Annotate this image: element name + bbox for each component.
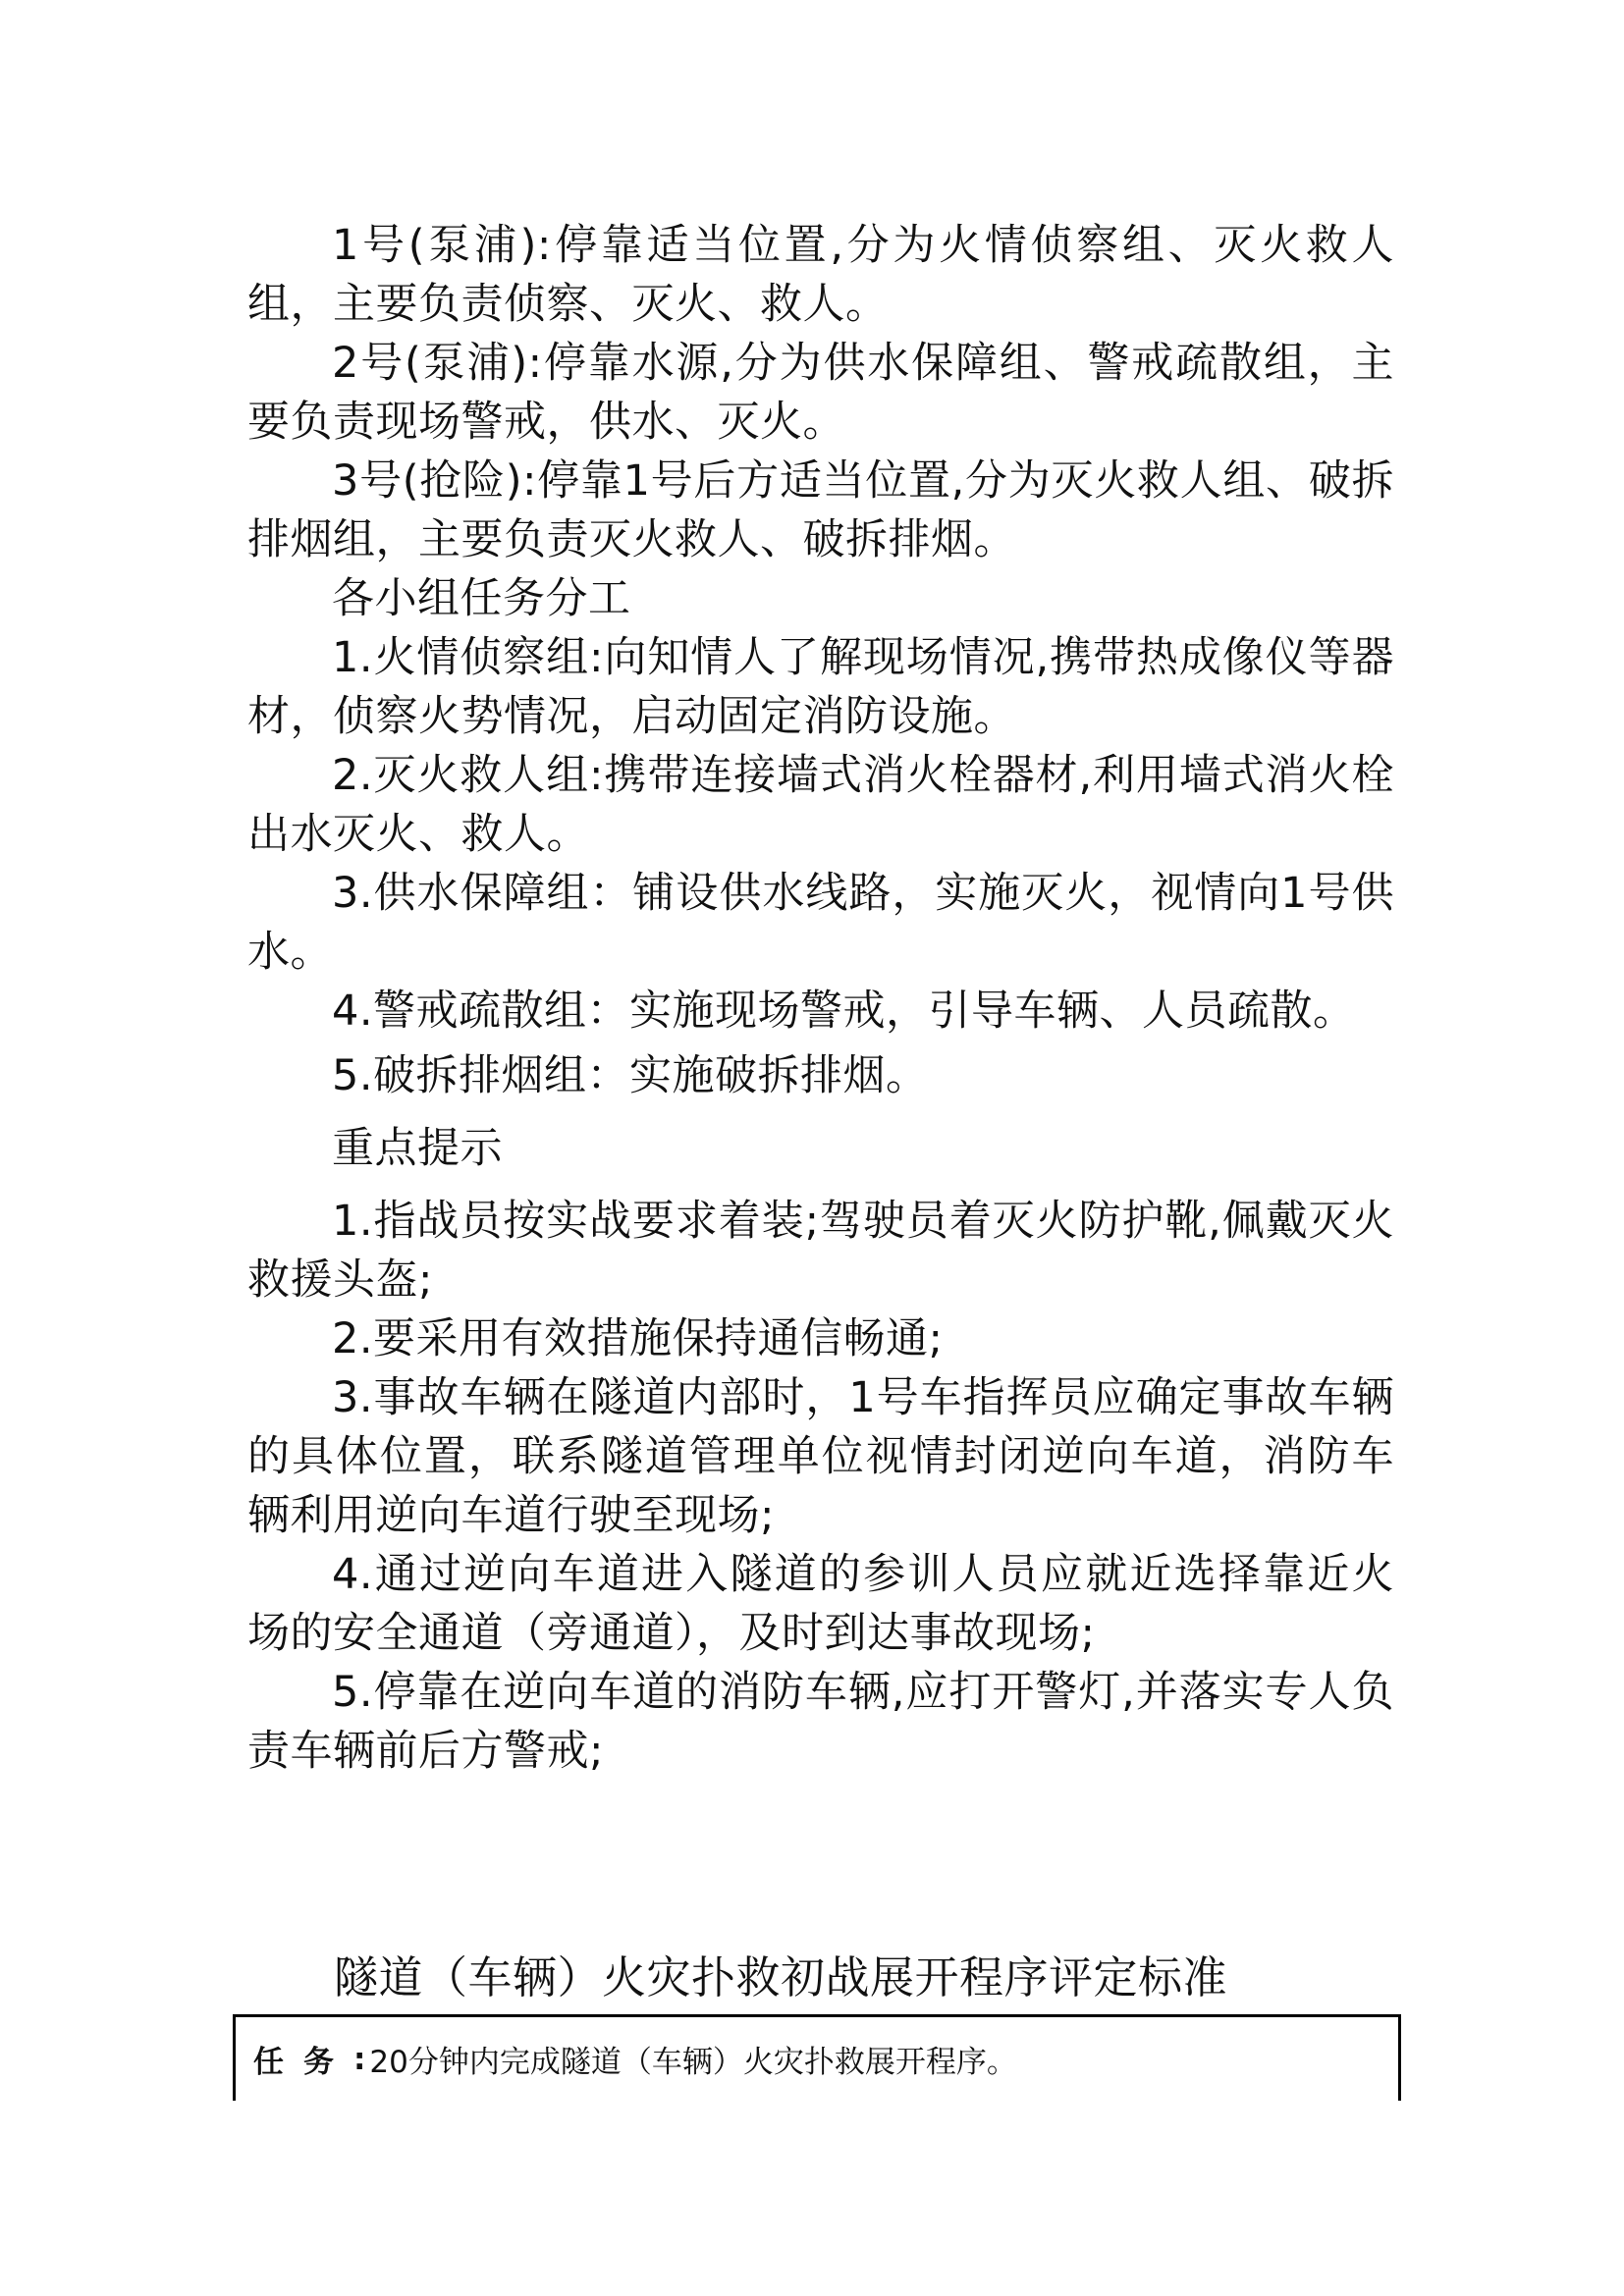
tip-item-3: 3.事故车辆在隧道内部时，1号车指挥员应确定事故车辆的具体位置，联系隧道管理单位视情封闭逆向车道，消防车辆利用逆向车道行驶至现场; (247, 1373, 1394, 1540)
task-text: 20分钟内完成隧道（车辆）火灾扑救展开程序。 (369, 2045, 1017, 2080)
tip-item-1: 1.指战员按实战要求着装;驾驶员着灭火防护靴,佩戴灭火救援头盔; (247, 1197, 1394, 1305)
vehicle-assignment-1: 1号(泵浦):停靠适当位置,分为火情侦察组、灭火救人组，主要负责侦察、灭火、救人。 (247, 221, 1394, 329)
vehicle-assignment-2: 2号(泵浦):停靠水源,分为供水保障组、警戒疏散组，主要负责现场警戒，供水、灭火。 (247, 339, 1394, 447)
division-item-2: 2.灭火救人组:携带连接墙式消火栓器材,利用墙式消火栓出水灭火、救人。 (247, 751, 1394, 859)
vehicle-assignment-3: 3号(抢险):停靠1号后方适当位置,分为灭火救人组、破拆排烟组，主要负责灭火救人、破拆排烟。 (247, 456, 1394, 564)
body-text (247, 216, 1394, 1781)
division-item-4: 4.警戒疏散组：实施现场警戒，引导车辆、人员疏散。 (332, 987, 1356, 1036)
division-item-3: 3.供水保障组：铺设供水线路，实施灭火，视情向1号供水。 (247, 869, 1394, 977)
tip-item-2: 2.要采用有效措施保持通信畅通; (332, 1314, 944, 1363)
task-colon: : (353, 2041, 366, 2077)
task-label: 任务 (253, 2045, 353, 2080)
tip-item-4: 4.通过逆向车道进入隧道的参训人员应就近选择靠近火场的安全通道（旁通道），及时到达事故现场; (247, 1550, 1394, 1658)
tip-item-5: 5.停靠在逆向车道的消防车辆,应打开警灯,并落实专人负责车辆前后方警戒; (247, 1668, 1394, 1776)
division-item-1: 1.火情侦察组:向知情人了解现场情况,携带热成像仪等器材，侦察火势情况，启动固定消防设施。 (247, 633, 1394, 741)
table-title: 隧道（车辆）火灾扑救初战展开程序评定标准 (334, 1951, 1228, 2003)
division-heading: 各小组任务分工 (332, 574, 631, 623)
task-row (233, 2014, 1401, 2101)
tips-heading: 重点提示 (332, 1124, 503, 1173)
division-item-5: 5.破拆排烟组：实施破拆排烟。 (332, 1051, 929, 1100)
